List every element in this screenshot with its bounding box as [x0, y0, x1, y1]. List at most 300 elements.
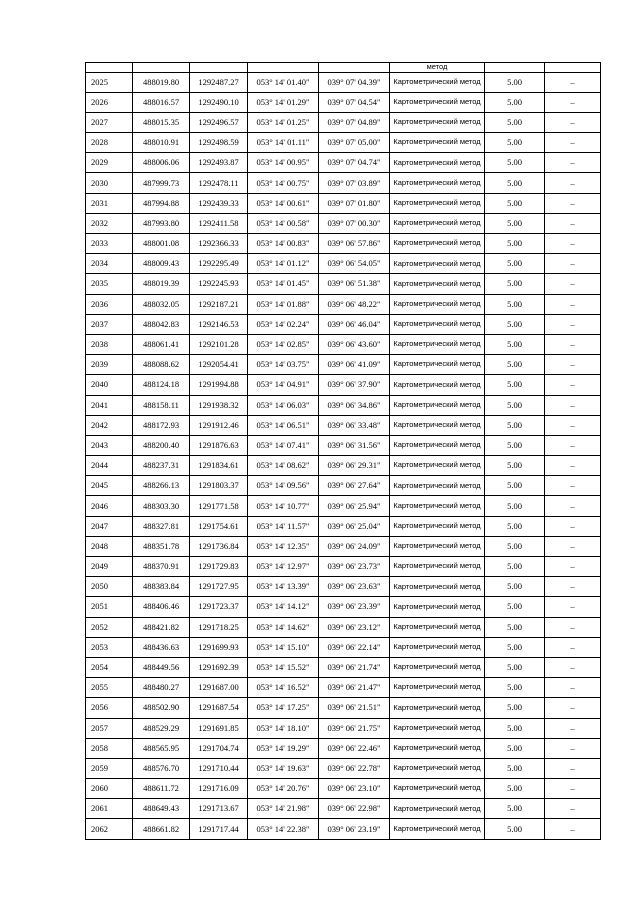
note-cell: –	[545, 334, 601, 354]
coordinates-table	[85, 62, 601, 840]
table-row	[86, 334, 601, 354]
x-coordinate-cell: 488502.90	[133, 698, 190, 718]
x-coordinate-cell: 488370.91	[133, 557, 190, 577]
table-row	[86, 254, 601, 274]
latitude-cell: 053° 14' 13.39"	[248, 577, 319, 597]
y-coordinate-cell: 1292411.58	[190, 213, 248, 233]
y-coordinate-cell: 1291704.74	[190, 738, 248, 758]
table-row	[86, 637, 601, 657]
y-coordinate-cell: 1291692.39	[190, 657, 248, 677]
longitude-cell: 039° 06' 41.09"	[319, 355, 390, 375]
x-coordinate-cell: 488661.82	[133, 819, 190, 839]
table-row	[86, 657, 601, 677]
latitude-cell: 053° 14' 15.52"	[248, 657, 319, 677]
note-cell: –	[545, 234, 601, 254]
accuracy-cell: 5.00	[485, 314, 545, 334]
longitude-cell: 039° 06' 31.56"	[319, 435, 390, 455]
point-number-cell: 2035	[86, 274, 133, 294]
x-coordinate-cell: 488327.81	[133, 516, 190, 536]
longitude-cell: 039° 06' 23.63"	[319, 577, 390, 597]
method-cell: Картометрический метод	[390, 213, 485, 233]
note-cell: –	[545, 213, 601, 233]
x-coordinate-cell: 488009.43	[133, 254, 190, 274]
table-row	[86, 516, 601, 536]
x-coordinate-cell: 488010.91	[133, 133, 190, 153]
latitude-cell: 053° 14' 01.29"	[248, 92, 319, 112]
table-row	[86, 698, 601, 718]
longitude-cell: 039° 06' 22.78"	[319, 758, 390, 778]
longitude-cell: 039° 06' 25.94"	[319, 496, 390, 516]
point-number-cell: 2049	[86, 557, 133, 577]
point-number-cell: 2030	[86, 173, 133, 193]
accuracy-cell: 5.00	[485, 799, 545, 819]
accuracy-cell: 5.00	[485, 254, 545, 274]
table-row	[86, 355, 601, 375]
method-cell: Картометрический метод	[390, 72, 485, 92]
latitude-cell: 053° 14' 00.58"	[248, 213, 319, 233]
point-number-cell: 2048	[86, 536, 133, 556]
method-cell: Картометрический метод	[390, 456, 485, 476]
table-body	[86, 63, 601, 840]
x-coordinate-cell: 488576.70	[133, 758, 190, 778]
y-coordinate-cell: 1292295.49	[190, 254, 248, 274]
y-coordinate-cell: 1292439.33	[190, 193, 248, 213]
method-cell: Картометрический метод	[390, 557, 485, 577]
accuracy-cell: 5.00	[485, 536, 545, 556]
table-row	[86, 779, 601, 799]
x-coordinate-cell: 488016.57	[133, 92, 190, 112]
point-number-cell: 2040	[86, 375, 133, 395]
method-cell: Картометрический метод	[390, 435, 485, 455]
latitude-cell: 053° 14' 12.35"	[248, 536, 319, 556]
accuracy-cell: 5.00	[485, 496, 545, 516]
method-cell: Картометрический метод	[390, 617, 485, 637]
y-coordinate-cell: 1292493.87	[190, 153, 248, 173]
accuracy-cell: 5.00	[485, 173, 545, 193]
note-cell: –	[545, 637, 601, 657]
accuracy-cell: 5.00	[485, 758, 545, 778]
point-number-cell: 2053	[86, 637, 133, 657]
table-row	[86, 718, 601, 738]
y-coordinate-cell: 1291729.83	[190, 557, 248, 577]
x-coordinate-cell: 488200.40	[133, 435, 190, 455]
accuracy-cell: 5.00	[485, 657, 545, 677]
accuracy-cell: 5.00	[485, 577, 545, 597]
longitude-cell: 039° 06' 29.31"	[319, 456, 390, 476]
accuracy-cell: 5.00	[485, 72, 545, 92]
method-cell: Картометрический метод	[390, 799, 485, 819]
y-coordinate-cell: 1291771.58	[190, 496, 248, 516]
latitude-cell: 053° 14' 00.83"	[248, 234, 319, 254]
longitude-cell: 039° 06' 22.14"	[319, 637, 390, 657]
longitude-cell: 039° 06' 21.74"	[319, 657, 390, 677]
longitude-cell: 039° 07' 05.00"	[319, 133, 390, 153]
table-row	[86, 819, 601, 839]
latitude-cell: 053° 14' 01.88"	[248, 294, 319, 314]
method-cell: Картометрический метод	[390, 637, 485, 657]
latitude-cell: 053° 14' 01.25"	[248, 112, 319, 132]
latitude-cell: 053° 14' 22.38"	[248, 819, 319, 839]
latitude-cell: 053° 14' 17.25"	[248, 698, 319, 718]
latitude-cell: 053° 14' 01.12"	[248, 254, 319, 274]
accuracy-cell: 5.00	[485, 274, 545, 294]
y-coordinate-cell: 1292101.28	[190, 334, 248, 354]
latitude-cell: 053° 14' 14.12"	[248, 597, 319, 617]
latitude-cell: 053° 14' 20.76"	[248, 779, 319, 799]
point-number-cell: 2062	[86, 819, 133, 839]
point-number-cell: 2052	[86, 617, 133, 637]
latitude-cell: 053° 14' 03.75"	[248, 355, 319, 375]
point-number-cell: 2034	[86, 254, 133, 274]
y-coordinate-cell: 1291723.37	[190, 597, 248, 617]
y-coordinate-cell: 1291699.93	[190, 637, 248, 657]
accuracy-cell: 5.00	[485, 395, 545, 415]
longitude-cell: 039° 06' 22.46"	[319, 738, 390, 758]
method-cell: Картометрический метод	[390, 274, 485, 294]
method-cell: Картометрический метод	[390, 355, 485, 375]
point-number-cell: 2050	[86, 577, 133, 597]
longitude-cell: 039° 06' 21.47"	[319, 678, 390, 698]
y-coordinate-cell: 1292496.57	[190, 112, 248, 132]
longitude-cell: 039° 07' 04.89"	[319, 112, 390, 132]
table-row	[86, 536, 601, 556]
longitude-cell: 039° 06' 23.10"	[319, 779, 390, 799]
longitude-cell: 039° 06' 57.86"	[319, 234, 390, 254]
note-cell: –	[545, 395, 601, 415]
longitude-cell: 039° 06' 25.04"	[319, 516, 390, 536]
accuracy-cell: 5.00	[485, 557, 545, 577]
y-coordinate-cell: 1291938.32	[190, 395, 248, 415]
accuracy-cell: 5.00	[485, 779, 545, 799]
point-number-cell: 2044	[86, 456, 133, 476]
note-cell: –	[545, 496, 601, 516]
method-cell: Картометрический метод	[390, 577, 485, 597]
method-cell: Картометрический метод	[390, 193, 485, 213]
note-cell: –	[545, 415, 601, 435]
method-cell: Картометрический метод	[390, 254, 485, 274]
point-number-cell: 2059	[86, 758, 133, 778]
x-coordinate-cell: 487994.88	[133, 193, 190, 213]
accuracy-cell: 5.00	[485, 334, 545, 354]
accuracy-cell: 5.00	[485, 516, 545, 536]
accuracy-cell: 5.00	[485, 355, 545, 375]
accuracy-cell: 5.00	[485, 819, 545, 839]
note-cell: –	[545, 516, 601, 536]
accuracy-cell: 5.00	[485, 637, 545, 657]
point-number-cell: 2041	[86, 395, 133, 415]
method-cell: Картометрический метод	[390, 657, 485, 677]
note-cell: –	[545, 112, 601, 132]
method-cell: Картометрический метод	[390, 819, 485, 839]
table-row	[86, 193, 601, 213]
method-cell: Картометрический метод	[390, 698, 485, 718]
latitude-cell: 053° 14' 00.75"	[248, 173, 319, 193]
point-number-cell: 2031	[86, 193, 133, 213]
accuracy-cell: 5.00	[485, 415, 545, 435]
accuracy-cell: 5.00	[485, 153, 545, 173]
longitude-cell: 039° 06' 43.60"	[319, 334, 390, 354]
y-coordinate-cell: 1292478.11	[190, 173, 248, 193]
point-number-cell: 2058	[86, 738, 133, 758]
point-number-cell: 2037	[86, 314, 133, 334]
table-row	[86, 456, 601, 476]
accuracy-cell: 5.00	[485, 597, 545, 617]
point-number-cell: 2038	[86, 334, 133, 354]
latitude-cell: 053° 14' 02.85"	[248, 334, 319, 354]
y-coordinate-cell: 1291687.54	[190, 698, 248, 718]
x-coordinate-cell: 488611.72	[133, 779, 190, 799]
note-cell: –	[545, 133, 601, 153]
accuracy-cell: 5.00	[485, 456, 545, 476]
longitude-cell: 039° 06' 54.05"	[319, 254, 390, 274]
x-coordinate-cell: 488088.62	[133, 355, 190, 375]
table-row	[86, 758, 601, 778]
point-number-cell: 2056	[86, 698, 133, 718]
table-row	[86, 678, 601, 698]
point-number-cell: 2032	[86, 213, 133, 233]
latitude-cell: 053° 14' 12.97"	[248, 557, 319, 577]
table-row	[86, 234, 601, 254]
accuracy-cell: 5.00	[485, 678, 545, 698]
y-coordinate-cell: 1291834.61	[190, 456, 248, 476]
point-number-cell: 2036	[86, 294, 133, 314]
latitude-cell: 053° 14' 11.57"	[248, 516, 319, 536]
latitude-cell: 053° 14' 01.11"	[248, 133, 319, 153]
note-cell: –	[545, 294, 601, 314]
note-cell: –	[545, 779, 601, 799]
accuracy-cell: 5.00	[485, 234, 545, 254]
point-number-cell: 2033	[86, 234, 133, 254]
y-coordinate-cell: 1291736.84	[190, 536, 248, 556]
note-cell: –	[545, 314, 601, 334]
latitude-cell: 053° 14' 07.41"	[248, 435, 319, 455]
x-coordinate-cell: 488019.39	[133, 274, 190, 294]
longitude-cell: 039° 07' 04.54"	[319, 92, 390, 112]
x-coordinate-cell: 488015.35	[133, 112, 190, 132]
latitude-cell: 053° 14' 01.40"	[248, 72, 319, 92]
longitude-cell: 039° 07' 03.89"	[319, 173, 390, 193]
x-coordinate-cell: 488383.84	[133, 577, 190, 597]
accuracy-cell: 5.00	[485, 112, 545, 132]
table-row	[86, 294, 601, 314]
table-row	[86, 577, 601, 597]
x-coordinate-cell: 488006.06	[133, 153, 190, 173]
y-coordinate-cell: 1291687.00	[190, 678, 248, 698]
x-coordinate-cell: 488649.43	[133, 799, 190, 819]
method-cell: Картометрический метод	[390, 415, 485, 435]
longitude-cell: 039° 07' 01.80"	[319, 193, 390, 213]
method-cell: Картометрический метод	[390, 334, 485, 354]
table-row	[86, 435, 601, 455]
note-cell: –	[545, 617, 601, 637]
latitude-cell: 053° 14' 06.03"	[248, 395, 319, 415]
method-cell: Картометрический метод	[390, 476, 485, 496]
point-number-cell: 2028	[86, 133, 133, 153]
method-cell-tail: метод	[390, 63, 485, 73]
table-row	[86, 476, 601, 496]
longitude-cell: 039° 06' 51.38"	[319, 274, 390, 294]
note-cell: –	[545, 698, 601, 718]
method-cell: Картометрический метод	[390, 173, 485, 193]
y-coordinate-cell: 1291718.25	[190, 617, 248, 637]
table-row	[86, 274, 601, 294]
note-cell: –	[545, 274, 601, 294]
note-cell: –	[545, 355, 601, 375]
latitude-cell: 053° 14' 09.56"	[248, 476, 319, 496]
note-cell: –	[545, 456, 601, 476]
x-coordinate-cell: 488032.05	[133, 294, 190, 314]
x-coordinate-cell: 488480.27	[133, 678, 190, 698]
y-coordinate-cell: 1291710.44	[190, 758, 248, 778]
table-row	[86, 375, 601, 395]
note-cell: –	[545, 597, 601, 617]
table-row	[86, 314, 601, 334]
point-number-cell: 2061	[86, 799, 133, 819]
point-number-cell: 2042	[86, 415, 133, 435]
longitude-cell: 039° 06' 24.09"	[319, 536, 390, 556]
y-coordinate-cell: 1292366.33	[190, 234, 248, 254]
method-cell: Картометрический метод	[390, 597, 485, 617]
note-cell: –	[545, 758, 601, 778]
table-row	[86, 395, 601, 415]
table-row	[86, 557, 601, 577]
x-coordinate-cell: 488436.63	[133, 637, 190, 657]
point-number-cell: 2025	[86, 72, 133, 92]
y-coordinate-cell: 1292146.53	[190, 314, 248, 334]
note-cell: –	[545, 536, 601, 556]
y-coordinate-cell: 1291716.09	[190, 779, 248, 799]
longitude-cell: 039° 06' 21.75"	[319, 718, 390, 738]
note-cell: –	[545, 173, 601, 193]
y-coordinate-cell: 1291717.44	[190, 819, 248, 839]
table-row	[86, 72, 601, 92]
note-cell: –	[545, 738, 601, 758]
table-row	[86, 92, 601, 112]
y-coordinate-cell: 1291876.63	[190, 435, 248, 455]
longitude-cell: 039° 06' 27.64"	[319, 476, 390, 496]
point-number-cell: 2054	[86, 657, 133, 677]
x-coordinate-cell: 488237.31	[133, 456, 190, 476]
latitude-cell: 053° 14' 02.24"	[248, 314, 319, 334]
accuracy-cell: 5.00	[485, 294, 545, 314]
longitude-cell: 039° 06' 37.90"	[319, 375, 390, 395]
x-coordinate-cell: 488266.13	[133, 476, 190, 496]
x-coordinate-cell: 487999.73	[133, 173, 190, 193]
y-coordinate-cell: 1292498.59	[190, 133, 248, 153]
x-coordinate-cell: 488124.18	[133, 375, 190, 395]
point-number-cell: 2047	[86, 516, 133, 536]
method-cell: Картометрический метод	[390, 234, 485, 254]
latitude-cell: 053° 14' 16.52"	[248, 678, 319, 698]
method-cell: Картометрический метод	[390, 294, 485, 314]
table-row	[86, 617, 601, 637]
point-number-cell: 2046	[86, 496, 133, 516]
y-coordinate-cell: 1291994.88	[190, 375, 248, 395]
accuracy-cell: 5.00	[485, 92, 545, 112]
point-number-cell: 2060	[86, 779, 133, 799]
point-number-cell: 2039	[86, 355, 133, 375]
latitude-cell: 053° 14' 21.98"	[248, 799, 319, 819]
accuracy-cell: 5.00	[485, 476, 545, 496]
y-coordinate-cell: 1292187.21	[190, 294, 248, 314]
note-cell: –	[545, 819, 601, 839]
accuracy-cell: 5.00	[485, 375, 545, 395]
y-coordinate-cell: 1291754.61	[190, 516, 248, 536]
x-coordinate-cell: 488351.78	[133, 536, 190, 556]
y-coordinate-cell: 1291912.46	[190, 415, 248, 435]
note-cell: –	[545, 557, 601, 577]
method-cell: Картометрический метод	[390, 112, 485, 132]
note-cell: –	[545, 678, 601, 698]
y-coordinate-cell: 1291727.95	[190, 577, 248, 597]
latitude-cell: 053° 14' 19.63"	[248, 758, 319, 778]
point-number-cell: 2026	[86, 92, 133, 112]
longitude-cell: 039° 06' 23.19"	[319, 819, 390, 839]
table-row	[86, 133, 601, 153]
longitude-cell: 039° 06' 34.86"	[319, 395, 390, 415]
y-coordinate-cell: 1292487.27	[190, 72, 248, 92]
latitude-cell: 053° 14' 08.62"	[248, 456, 319, 476]
method-cell: Картометрический метод	[390, 718, 485, 738]
note-cell: –	[545, 657, 601, 677]
accuracy-cell: 5.00	[485, 698, 545, 718]
x-coordinate-cell: 488172.93	[133, 415, 190, 435]
method-cell: Картометрический метод	[390, 92, 485, 112]
latitude-cell: 053° 14' 01.45"	[248, 274, 319, 294]
note-cell: –	[545, 577, 601, 597]
point-number-cell: 2051	[86, 597, 133, 617]
longitude-cell: 039° 06' 22.98"	[319, 799, 390, 819]
table-row	[86, 173, 601, 193]
point-number-cell: 2043	[86, 435, 133, 455]
point-number-cell: 2057	[86, 718, 133, 738]
x-coordinate-cell: 488001.08	[133, 234, 190, 254]
method-cell: Картометрический метод	[390, 779, 485, 799]
x-coordinate-cell: 488158.11	[133, 395, 190, 415]
note-cell: –	[545, 476, 601, 496]
longitude-cell: 039° 06' 46.04"	[319, 314, 390, 334]
method-cell: Картометрический метод	[390, 395, 485, 415]
longitude-cell: 039° 07' 00.30"	[319, 213, 390, 233]
point-number-cell: 2027	[86, 112, 133, 132]
accuracy-cell: 5.00	[485, 718, 545, 738]
accuracy-cell: 5.00	[485, 193, 545, 213]
accuracy-cell: 5.00	[485, 133, 545, 153]
x-coordinate-cell: 488421.82	[133, 617, 190, 637]
latitude-cell: 053° 14' 15.10"	[248, 637, 319, 657]
method-cell: Картометрический метод	[390, 536, 485, 556]
note-cell: –	[545, 153, 601, 173]
table-row	[86, 799, 601, 819]
x-coordinate-cell: 488042.83	[133, 314, 190, 334]
latitude-cell: 053° 14' 00.95"	[248, 153, 319, 173]
y-coordinate-cell: 1291691.85	[190, 718, 248, 738]
note-cell: –	[545, 435, 601, 455]
x-coordinate-cell: 487993.80	[133, 213, 190, 233]
method-cell: Картометрический метод	[390, 375, 485, 395]
y-coordinate-cell: 1292245.93	[190, 274, 248, 294]
table-row-partial	[86, 63, 601, 73]
accuracy-cell: 5.00	[485, 435, 545, 455]
y-coordinate-cell: 1291803.37	[190, 476, 248, 496]
x-coordinate-cell: 488406.46	[133, 597, 190, 617]
x-coordinate-cell: 488061.41	[133, 334, 190, 354]
method-cell: Картометрический метод	[390, 678, 485, 698]
method-cell: Картометрический метод	[390, 314, 485, 334]
y-coordinate-cell: 1292054.41	[190, 355, 248, 375]
table-row	[86, 213, 601, 233]
table-row	[86, 415, 601, 435]
